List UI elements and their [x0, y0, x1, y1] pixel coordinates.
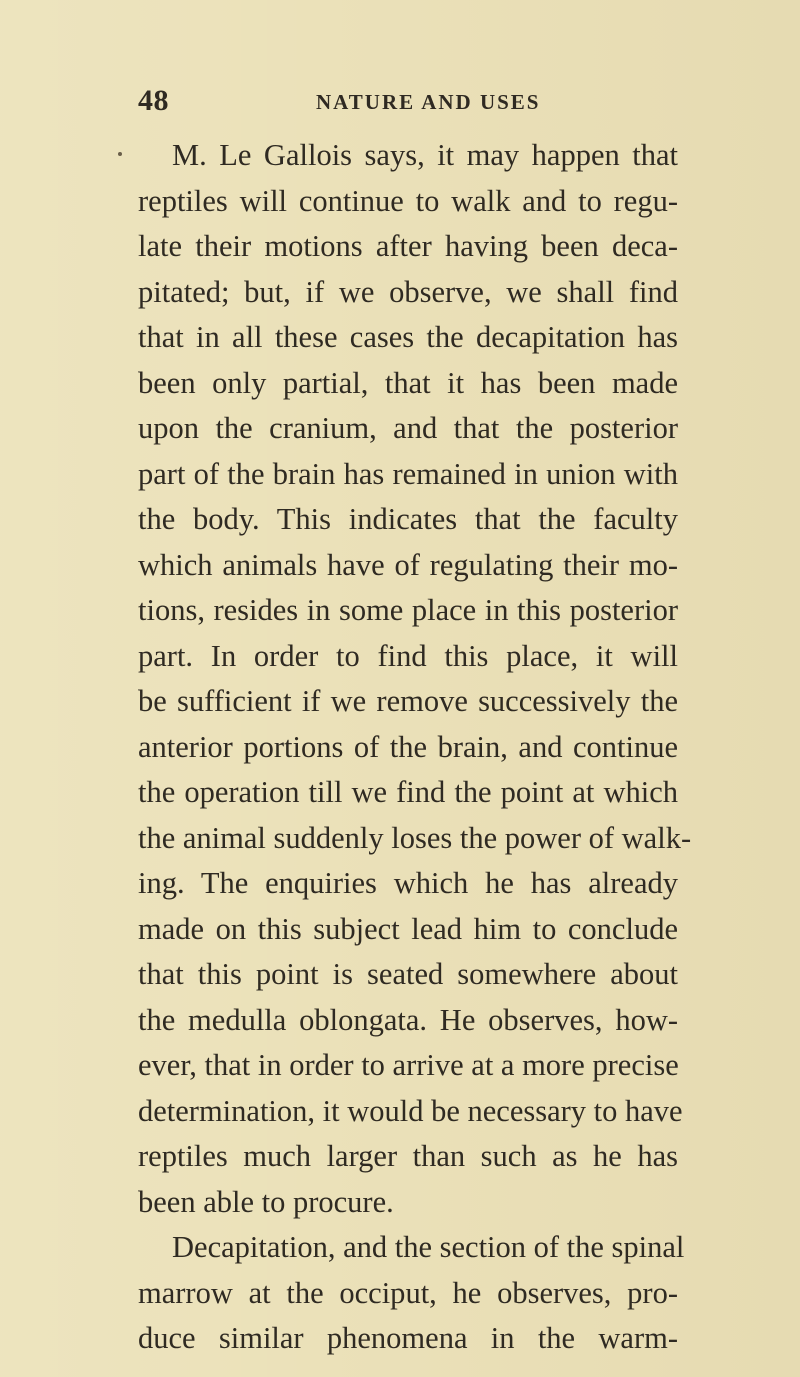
text-line: determination, it would be necessary to have — [138, 1093, 683, 1128]
text-line: that in all these cases the decapitation has — [138, 320, 678, 354]
running-head: NATURE AND USES — [316, 90, 541, 114]
text-line: upon the cranium, and that the posterior — [138, 411, 678, 445]
body-text — [138, 133, 692, 1362]
text-line: M. Le Gallois says, it may happen that — [172, 138, 678, 172]
text-line: been only partial, that it has been made — [138, 365, 678, 400]
page-number: 48 — [138, 84, 169, 117]
ink-speck — [118, 152, 122, 156]
text-line: made on this subject lead him to conclude — [138, 911, 678, 946]
text-line: the animal suddenly loses the power of walk- — [138, 820, 692, 855]
text-line: ing. The enquiries which he has already — [138, 866, 678, 900]
text-line: pitated; but, if we observe, we shall find — [138, 274, 678, 309]
text-line: ever, that in order to arrive at a more precise — [138, 1048, 679, 1082]
text-line: duce similar phenomena in the warm- — [138, 1321, 678, 1355]
text-line: reptiles much larger than such as he has — [138, 1139, 678, 1173]
text-line: part. In order to find this place, it will — [138, 638, 678, 673]
text-line: that this point is seated somewhere about — [138, 957, 678, 991]
text-line: late their motions after having been deca- — [138, 229, 678, 263]
text-line: the medulla oblongata. He observes, how- — [138, 1002, 678, 1037]
text-line: the body. This indicates that the faculty — [138, 502, 678, 536]
text-line: tions, resides in some place in this posterior — [138, 593, 678, 627]
text-line: been able to procure. — [138, 1184, 394, 1219]
page-header — [138, 84, 678, 124]
text-line: the operation till we find the point at which — [138, 775, 678, 809]
text-line: Decapitation, and the section of the spinal — [172, 1230, 685, 1264]
text-line: which animals have of regulating their mo- — [138, 547, 678, 582]
text-line: be sufficient if we remove successively the — [138, 684, 678, 718]
text-line: reptiles will continue to walk and to regu- — [138, 183, 678, 218]
text-line: marrow at the occiput, he observes, pro- — [138, 1275, 678, 1310]
text-line: part of the brain has remained in union with — [138, 456, 678, 491]
text-line: anterior portions of the brain, and continue — [138, 729, 678, 764]
